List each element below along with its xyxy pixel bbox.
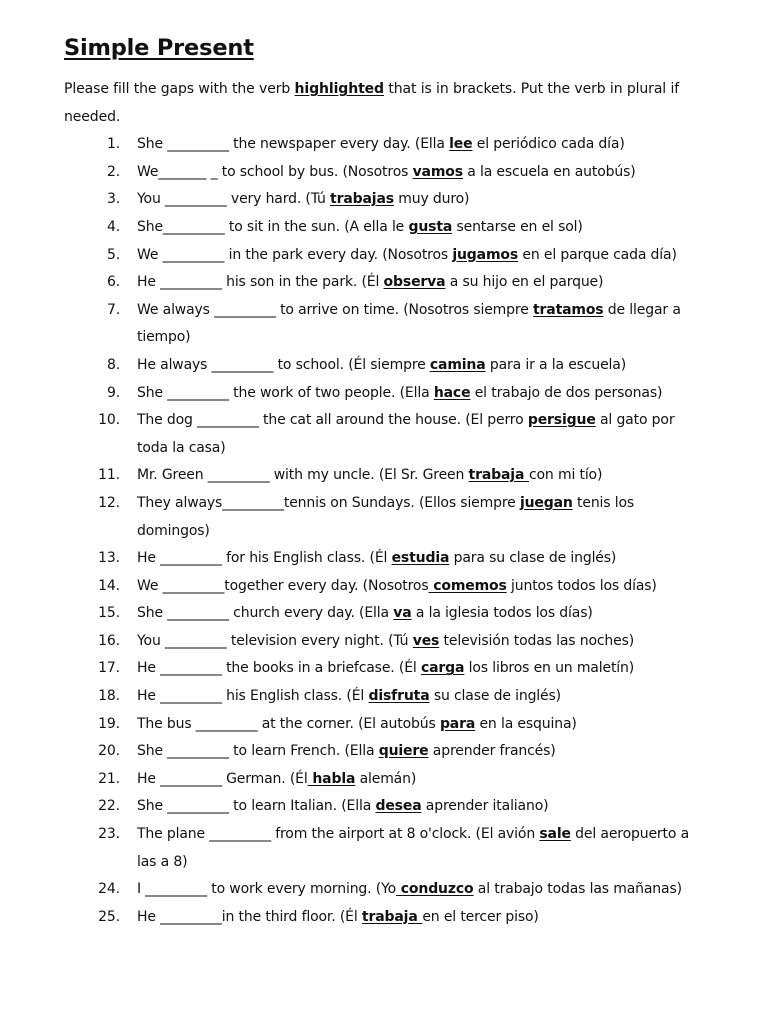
- exercise-item: [64, 380, 708, 408]
- highlighted-verb: quiere: [378, 743, 429, 760]
- highlighted-verb: para: [439, 715, 476, 732]
- exercise-sentence: He _________ his English class. (Él: [137, 688, 369, 705]
- exercise-sentence: The dog _________ the cat all around the house. (El perro: [137, 412, 528, 429]
- exercise-item: [64, 159, 708, 187]
- highlighted-verb: observa: [383, 274, 446, 291]
- exercise-sentence-end: de llegar a tiempo): [137, 301, 681, 346]
- exercise-item: [64, 821, 708, 876]
- exercise-sentence-end: para ir a la escuela): [485, 356, 627, 373]
- exercise-item: [64, 711, 708, 739]
- highlighted-verb: trabaja: [468, 467, 529, 484]
- exercise-number: 6.: [106, 274, 120, 291]
- highlighted-verb: gusta: [408, 218, 453, 235]
- exercise-number: 16.: [98, 632, 120, 649]
- page-title: Simple Present: [64, 35, 254, 61]
- exercise-item: [64, 407, 708, 462]
- exercise-item: [64, 655, 708, 683]
- exercise-sentence-end: con mi tío): [528, 467, 603, 484]
- exercise-sentence: He always _________ to school. (Él siempre: [137, 356, 430, 373]
- exercise-sentence: He _________ the books in a briefcase. (Él: [137, 660, 421, 677]
- exercise-sentence-end: el periódico cada día): [472, 136, 625, 153]
- exercise-sentence: You _________ television every night. (Tú: [137, 632, 413, 649]
- exercise-sentence-end: aprender italiano): [421, 798, 549, 815]
- exercise-sentence: We _________ in the park every day. (Nosotros: [137, 246, 453, 263]
- exercise-number: 18.: [98, 688, 120, 705]
- exercise-item: [64, 876, 708, 904]
- exercise-number: 20.: [98, 743, 120, 760]
- exercise-sentence-end: muy duro): [393, 191, 470, 208]
- highlighted-verb: lee: [449, 136, 473, 153]
- highlighted-verb: vamos: [412, 163, 463, 180]
- exercise-number: 19.: [98, 715, 120, 732]
- exercise-sentence: Mr. Green _________ with my uncle. (El Sr. Green: [137, 467, 469, 484]
- exercise-number: 25.: [98, 908, 120, 925]
- exercise-sentence: She _________ church every day. (Ella: [137, 605, 394, 622]
- exercise-sentence: She _________ the work of two people. (Ella: [137, 384, 434, 401]
- exercise-sentence-end: al gato por toda la casa): [137, 412, 675, 456]
- highlighted-verb: desea: [375, 798, 422, 815]
- instructions-highlight: highlighted: [294, 81, 384, 97]
- exercise-number: 15.: [98, 605, 120, 622]
- exercise-sentence: I _________ to work every morning. (Yo: [137, 881, 397, 898]
- exercise-sentence-end: en el tercer piso): [422, 908, 539, 925]
- exercise-number: 10.: [98, 412, 120, 429]
- highlighted-verb: estudia: [391, 550, 450, 567]
- highlighted-verb: hace: [433, 384, 471, 401]
- exercise-item: [64, 352, 708, 380]
- exercise-sentence-end: a su hijo en el parque): [445, 274, 604, 291]
- exercise-item: [64, 683, 708, 711]
- highlighted-verb: persigue: [527, 412, 596, 429]
- exercise-sentence-end: a la escuela en autobús): [462, 163, 636, 180]
- exercise-number: 17.: [98, 660, 120, 677]
- exercise-item: [64, 738, 708, 766]
- exercise-sentence-end: sentarse en el sol): [452, 218, 583, 235]
- exercise-sentence: She _________ to learn Italian. (Ella: [137, 798, 376, 815]
- highlighted-verb: carga: [420, 660, 465, 677]
- exercise-sentence: We always _________ to arrive on time. (Nosotros siempre: [137, 301, 533, 318]
- highlighted-verb: va: [393, 605, 412, 622]
- highlighted-verb: tratamos: [532, 301, 604, 318]
- highlighted-verb: trabajas: [330, 191, 394, 208]
- exercise-sentence: You _________ very hard. (Tú: [137, 191, 331, 208]
- highlighted-verb: juegan: [519, 494, 573, 511]
- exercise-sentence-end: aprender francés): [428, 743, 556, 760]
- highlighted-verb: trabaja: [361, 908, 423, 925]
- exercise-number: 22.: [98, 798, 120, 815]
- exercise-item: [64, 186, 708, 214]
- exercise-sentence-end: tenis los domingos): [137, 494, 635, 539]
- exercise-sentence: He _________in the third floor. (Él: [137, 908, 362, 925]
- exercise-sentence-end: juntos todos los días): [506, 577, 657, 594]
- exercise-sentence: The plane _________ from the airport at 8 o'clock. (El avión: [137, 826, 540, 843]
- highlighted-verb: camina: [429, 356, 486, 373]
- exercise-item: [64, 793, 708, 821]
- exercise-item: [64, 297, 708, 352]
- exercise-item: [64, 573, 708, 601]
- highlighted-verb: conduzco: [396, 881, 474, 898]
- exercise-number: 13.: [98, 550, 120, 567]
- exercise-number: 3.: [106, 191, 120, 208]
- exercise-item: [64, 766, 708, 794]
- exercise-sentence: We _________together every day. (Nosotros: [137, 577, 429, 594]
- exercise-sentence: They always_________tennis on Sundays. (Ellos siempre: [137, 494, 520, 511]
- exercise-item: [64, 628, 708, 656]
- exercise-item: [64, 214, 708, 242]
- exercise-number: 11.: [98, 467, 120, 484]
- exercise-sentence: He _________ German. (Él: [137, 770, 308, 787]
- highlighted-verb: sale: [539, 826, 571, 843]
- exercise-sentence-end: alemán): [355, 770, 417, 787]
- instructions: [64, 76, 708, 131]
- exercise-number: 21.: [98, 770, 120, 787]
- exercise-sentence-end: el trabajo de dos personas): [470, 384, 663, 401]
- exercise-number: 8.: [106, 356, 120, 373]
- exercise-item: [64, 600, 708, 628]
- exercise-sentence: He _________ his son in the park. (Él: [137, 274, 384, 291]
- exercise-number: 5.: [106, 246, 120, 263]
- exercise-number: 14.: [98, 577, 120, 594]
- exercise-sentence: She _________ the newspaper every day. (Ella: [137, 136, 450, 153]
- exercise-sentence-end: en la esquina): [475, 715, 577, 732]
- exercise-item: [64, 242, 708, 270]
- exercise-number: 2.: [106, 163, 120, 180]
- exercise-sentence-end: a la iglesia todos los días): [411, 605, 593, 622]
- exercise-sentence-end: del aeropuerto a las a 8): [137, 826, 690, 870]
- highlighted-verb: ves: [412, 632, 440, 649]
- exercise-sentence-end: televisión todas las noches): [439, 632, 635, 649]
- exercise-number: 24.: [98, 881, 120, 898]
- exercise-item: [64, 131, 708, 159]
- exercise-sentence: The bus _________ at the corner. (El autobús: [137, 715, 440, 732]
- exercise-number: 23.: [98, 826, 120, 843]
- exercise-item: [64, 269, 708, 297]
- exercise-sentence-end: su clase de inglés): [429, 688, 561, 705]
- exercise-sentence: He _________ for his English class. (Él: [137, 550, 392, 567]
- exercise-sentence-end: al trabajo todas las mañanas): [473, 881, 682, 898]
- exercise-number: 9.: [106, 384, 120, 401]
- exercise-item: [64, 904, 708, 932]
- exercise-sentence-end: los libros en un maletín): [464, 660, 635, 677]
- exercise-number: 4.: [106, 218, 120, 235]
- exercise-sentence: She _________ to learn French. (Ella: [137, 743, 379, 760]
- exercise-sentence: We_______ _ to school by bus. (Nosotros: [137, 163, 413, 180]
- instructions-after: that is in brackets. Put the verb in plural if needed.: [64, 81, 680, 125]
- exercise-sentence-end: para su clase de inglés): [449, 550, 617, 567]
- highlighted-verb: habla: [307, 770, 356, 787]
- exercise-sentence-end: en el parque cada día): [518, 246, 677, 263]
- highlighted-verb: disfruta: [368, 688, 430, 705]
- exercise-list: [64, 131, 708, 931]
- exercise-sentence: She_________ to sit in the sun. (A ella le: [137, 218, 409, 235]
- instructions-before: Please fill the gaps with the verb: [64, 81, 295, 97]
- exercise-number: 1.: [106, 136, 120, 153]
- highlighted-verb: comemos: [428, 577, 507, 594]
- exercise-item: [64, 462, 708, 490]
- highlighted-verb: jugamos: [452, 246, 519, 263]
- exercise-number: 12.: [98, 494, 120, 511]
- exercise-item: [64, 490, 708, 545]
- exercise-number: 7.: [106, 301, 120, 318]
- exercise-item: [64, 545, 708, 573]
